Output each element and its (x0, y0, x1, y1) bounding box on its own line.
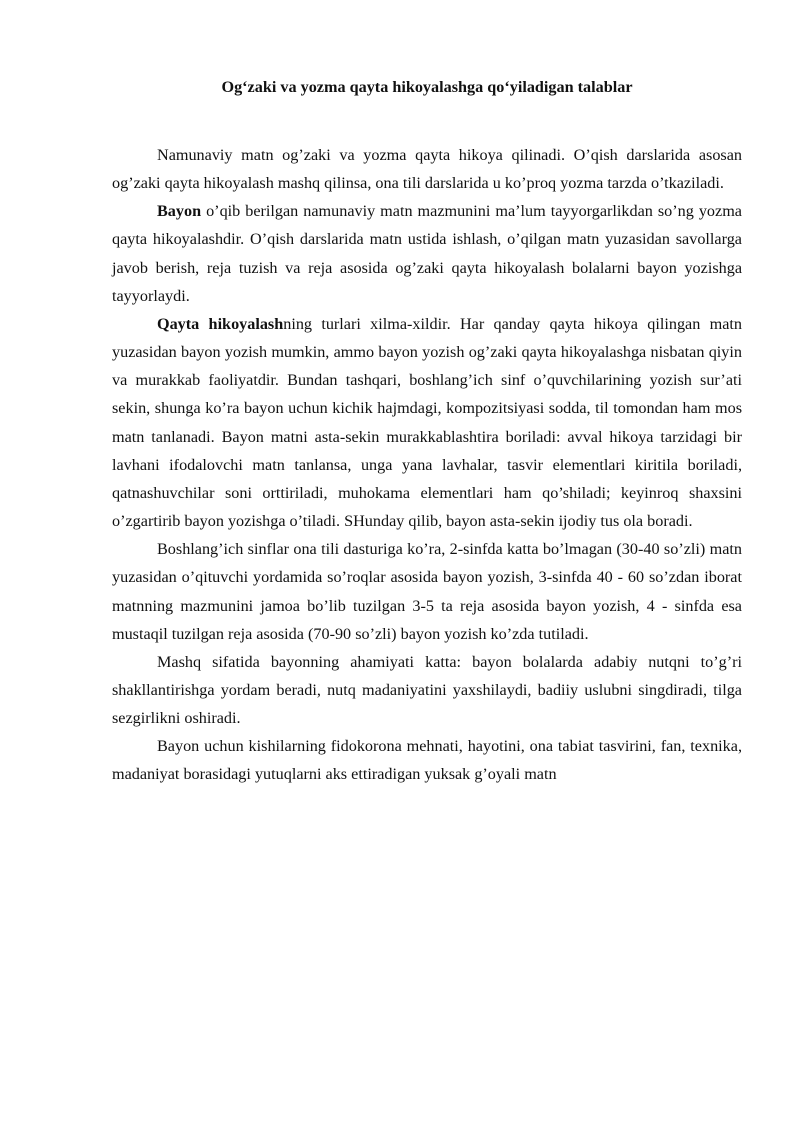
paragraph-intro: Namunaviy matn og’zaki va yozma qayta hikoya qilinadi. O’qish darslarida asosan og’zaki qayta hikoyalash mashq qilinsa, ona tili darslarida u ko’proq yozma tarzda o’tkaziladi. (112, 146, 742, 193)
paragraph-text-selection: Bayon uchun kishilarning fidokorona mehnati, hayotini, ona tabiat tasvirini, fan, texnika, madaniyat borasidagi yutuqlarni aks ettiradigan yuksak g’oyali matn (112, 737, 742, 784)
paragraph-bayon (112, 197, 742, 310)
paragraph-importance: Mashq sifatida bayonning ahamiyati katta: bayon bolalarda adabiy nutqni to’g’ri shakllantirishga yordam beradi, nutq madaniyatini yaxshilaydi, badiiy uslubni singdiradi, tilga sezgirlikni oshiradi. (112, 652, 742, 728)
paragraph-curriculum: Boshlang’ich sinflar ona tili dasturiga ko’ra, 2-sinfda katta bo’lmagan (30-40 so’zli) matn yuzasidan o’qituvchi yordamida so’roqlar asosida bayon yozish, 3-sinfda 40 - 60 so’zdan iborat matnning mazmunini jamoa bo’lib tuzilgan 3-5 ta reja asosida bayon yozish, 4 - sinfda esa mustaqil tuzilgan reja asosida (70-90 so’zli) bayon yozish ko’zda tutiladi. (112, 540, 742, 643)
page-title: Og‘zaki va yozma qayta hikoyalashga qo‘yiladigan talablar (221, 78, 633, 96)
paragraph-qayta-hikoyalash-text: ning turlari xilma-xildir. Har qanday qayta hikoya qilingan matn yuzasidan bayon yozish mumkin, ammo bayon yozish og’zaki qayta hikoyalashga nisbatan qiyin va murakkab faoliyatdir. Bundan tashqari, boshlang’ich sinf o’quvchilarining yozish sur’ati sekin, shunga ko’ra bayon uchun kichik hajmdagi, kompozitsiyasi sodda, til tomondan ham mos matn tanlanadi. Bayon matni asta-sekin murakkablashtira boriladi: avval hikoya tarzidagi bir lavhani ifodalovchi matn tanlansa, unga yana lavhalar, tasvir elementlari kiritila boriladi, qatnashuvchilar soni orttiriladi, muhokama elementlari ham qo’shiladi; keyinroq shaxsini o’zgartirib bayon yozishga o’tiladi. SHunday qilib, bayon asta-sekin ijodiy tus ola boradi. (112, 314, 742, 531)
paragraph-qayta-hikoyalash (112, 310, 742, 535)
paragraph-bayon-text: o’qib berilgan namunaviy matn mazmunini ma’lum tayyorgarlikdan so’ng yozma qayta hikoyalashdir. O’qish darslarida matn ustida ishlash, o’qilgan matn yuzasidan savollarga javob berish, reja tuzish va reja asosida og’zaki qayta hikoyalash bolalarni bayon yozishga tayyorlaydi. (112, 202, 742, 305)
term-qayta-hikoyalash: Qayta hikoyalash (157, 314, 284, 333)
document-body (112, 141, 742, 789)
term-bayon: Bayon (157, 202, 202, 221)
